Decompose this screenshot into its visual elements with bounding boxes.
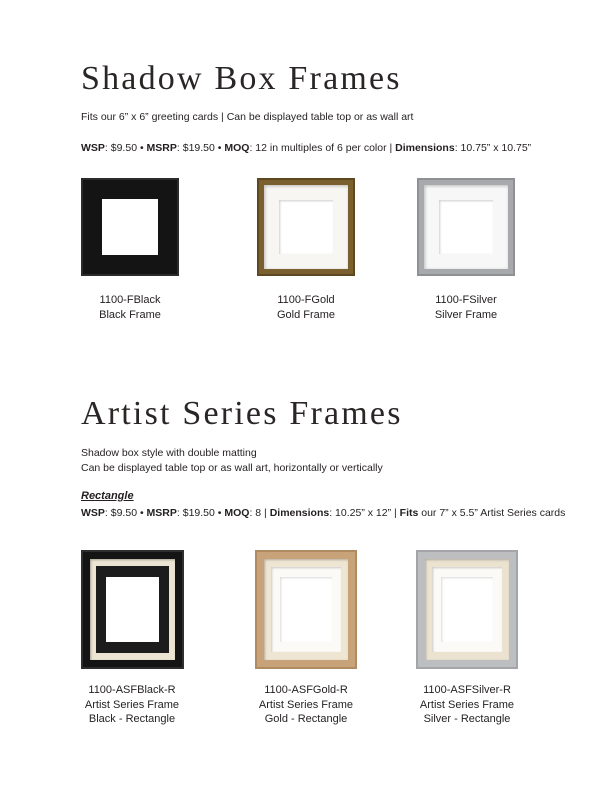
frame-opening bbox=[106, 577, 159, 642]
wsp-value: : $9.50 • bbox=[104, 507, 147, 519]
rectangle-subheading: Rectangle bbox=[81, 490, 134, 502]
shadow-box-title: Shadow Box Frames bbox=[81, 60, 402, 97]
msrp-value: : $19.50 • bbox=[176, 142, 225, 154]
artist-series-pricing bbox=[81, 506, 565, 520]
dimensions-label: Dimensions bbox=[395, 142, 455, 154]
frame-outer-mat bbox=[90, 559, 175, 660]
silver-shadow-box-frame-image bbox=[417, 178, 515, 276]
frame-opening bbox=[102, 199, 158, 255]
frame-mat bbox=[424, 185, 508, 269]
product-line: Artist Series Frame bbox=[84, 698, 180, 711]
gold-artist-series-frame-image bbox=[255, 550, 357, 669]
product-sku: 1100-FGold bbox=[277, 294, 335, 306]
gold-shadow-box-frame-image bbox=[257, 178, 355, 276]
product-caption bbox=[397, 683, 537, 727]
product-name: Silver Frame bbox=[434, 308, 498, 321]
product-line: Artist Series Frame bbox=[419, 698, 515, 711]
black-artist-series-frame-image bbox=[81, 550, 184, 669]
frame-inner-mat bbox=[271, 567, 341, 652]
frame-outer-mat bbox=[425, 559, 509, 660]
product-caption bbox=[62, 683, 202, 727]
wsp-label: WSP bbox=[81, 142, 105, 154]
moq-value: : 12 in multiples of 6 per color | bbox=[249, 142, 396, 154]
artist-series-description-2: Can be displayed table top or as wall art, horizontally or vertically bbox=[81, 462, 383, 474]
product-sku: 1100-FBlack bbox=[99, 294, 161, 306]
wsp-value: : $9.50 • bbox=[104, 142, 147, 154]
shadow-box-description: Fits our 6” x 6” greeting cards | Can be displayed table top or as wall art bbox=[81, 111, 414, 123]
product-line: Artist Series Frame bbox=[258, 698, 354, 711]
product-caption bbox=[256, 293, 356, 322]
product-sku: 1100-ASFSilver-R bbox=[423, 684, 511, 696]
product-variant: Gold - Rectangle bbox=[264, 713, 348, 725]
artist-series-title: Artist Series Frames bbox=[81, 395, 403, 432]
msrp-label: MSRP bbox=[146, 507, 177, 519]
black-shadow-box-frame-image bbox=[81, 178, 179, 276]
frame-outer-mat bbox=[264, 559, 348, 660]
product-name: Black Frame bbox=[99, 308, 161, 321]
product-sku: 1100-ASFGold-R bbox=[264, 684, 348, 696]
msrp-value: : $19.50 • bbox=[176, 507, 225, 519]
artist-series-description-1: Shadow box style with double matting bbox=[81, 447, 257, 459]
dimensions-label: Dimensions bbox=[269, 507, 330, 519]
frame-mat bbox=[264, 185, 348, 269]
moq-value: : 8 | bbox=[249, 507, 270, 519]
frame-opening bbox=[280, 577, 332, 642]
silver-artist-series-frame-image bbox=[416, 550, 518, 669]
dimensions-value: : 10.75” x 10.75” bbox=[454, 142, 532, 154]
wsp-label: WSP bbox=[81, 507, 105, 519]
frame-inner-mat bbox=[432, 567, 502, 652]
msrp-label: MSRP bbox=[146, 142, 177, 154]
product-caption bbox=[416, 293, 516, 322]
shadow-box-pricing bbox=[81, 141, 531, 155]
frame-inner-mat bbox=[96, 566, 169, 653]
frame-opening bbox=[441, 577, 493, 642]
product-caption bbox=[80, 293, 180, 322]
product-sku: 1100-FSilver bbox=[435, 294, 497, 306]
frame-opening bbox=[279, 200, 333, 254]
product-variant: Black - Rectangle bbox=[88, 713, 176, 725]
moq-label: MOQ bbox=[224, 507, 250, 519]
fits-label: Fits bbox=[399, 507, 419, 519]
product-caption bbox=[236, 683, 376, 727]
moq-label: MOQ bbox=[224, 142, 250, 154]
dimensions-value: : 10.25” x 12” | bbox=[329, 507, 400, 519]
product-variant: Silver - Rectangle bbox=[423, 713, 511, 725]
product-sku: 1100-ASFBlack-R bbox=[88, 684, 176, 696]
fits-value: our 7” x 5.5” Artist Series cards bbox=[418, 507, 566, 519]
product-name: Gold Frame bbox=[276, 308, 336, 321]
frame-opening bbox=[439, 200, 493, 254]
